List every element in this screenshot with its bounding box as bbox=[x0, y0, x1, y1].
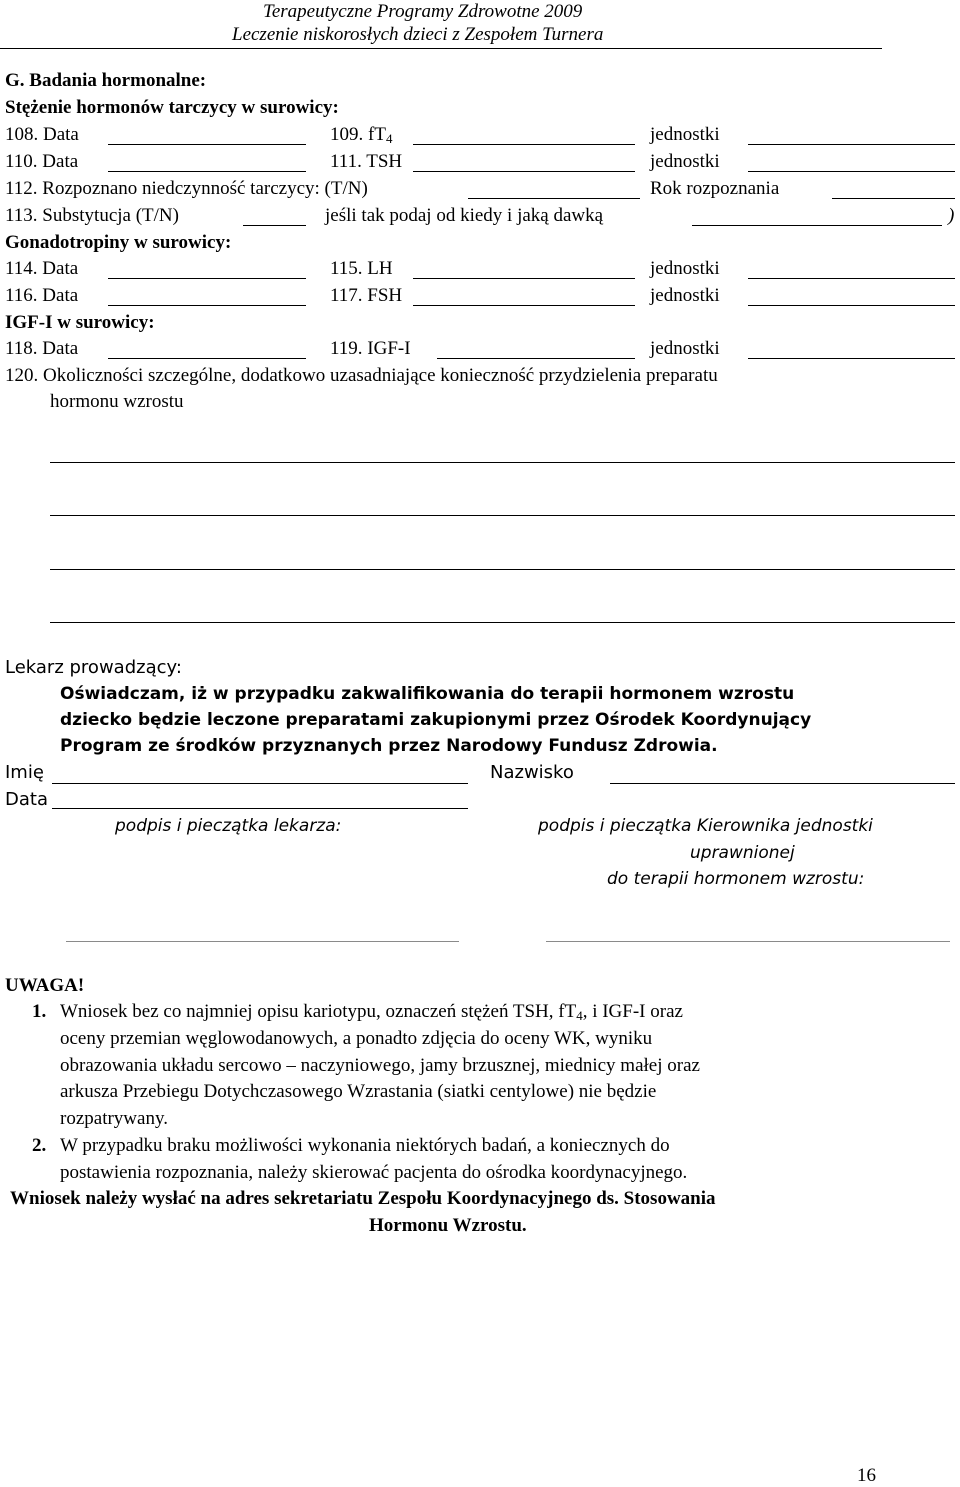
date-label: Data bbox=[5, 789, 48, 810]
field-117-unit-input[interactable] bbox=[748, 305, 955, 306]
field-116-input[interactable] bbox=[108, 305, 306, 306]
gonadotropin-title: Gonadotropiny w surowicy: bbox=[5, 232, 232, 253]
field-109-label: 109. $fT_4$ bbox=[330, 124, 393, 146]
field-109-unit-input[interactable] bbox=[748, 144, 955, 145]
field-115-input[interactable] bbox=[413, 278, 635, 279]
note-1-number: 1. bbox=[32, 1001, 47, 1022]
doctor-signature-label: podpis i pieczątka lekarza: bbox=[115, 816, 342, 836]
field-117-input[interactable] bbox=[413, 305, 635, 306]
notes-title: UWAGA! bbox=[5, 975, 85, 996]
field-119-label: 119. IGF-I bbox=[330, 338, 411, 359]
note-2-line-2: postawienia rozpoznania, należy skierować pacjenta do ośrodka koordynacyjnego. bbox=[60, 1162, 688, 1183]
field-112-year-label: Rok rozpoznania bbox=[650, 178, 780, 199]
doctor-title: Lekarz prowadzący: bbox=[5, 657, 182, 678]
first-name-label: Imię bbox=[5, 762, 44, 783]
last-name-input[interactable] bbox=[610, 783, 955, 784]
field-110-label: 110. Data bbox=[5, 151, 79, 172]
field-112-input[interactable] bbox=[468, 198, 640, 199]
field-120-label-2: hormonu wzrostu bbox=[50, 391, 184, 412]
field-117-unit-label: jednostki bbox=[650, 285, 720, 306]
field-113-input[interactable] bbox=[243, 225, 306, 226]
declaration-line-3: Program ze środków przyznanych przez Narodowy Fundusz Zdrowia. bbox=[60, 736, 718, 756]
field-113-close-paren: ) bbox=[948, 205, 955, 226]
field-108-label: 108. Data bbox=[5, 124, 79, 145]
page-number: 16 bbox=[857, 1465, 876, 1486]
field-120-line-3[interactable] bbox=[50, 569, 955, 570]
final-instruction-line-2: Hormonu Wzrostu. bbox=[369, 1215, 527, 1236]
note-1-line-5: rozpatrywany. bbox=[60, 1108, 168, 1129]
note-1-line-1: Wniosek bez co najmniej opisu kariotypu, oznaczeń stężeń TSH, $fT_4$, i IGF-I oraz bbox=[60, 1001, 683, 1023]
field-109-unit-label: jednostki bbox=[650, 124, 720, 145]
field-115-unit-input[interactable] bbox=[748, 278, 955, 279]
head-signature-label-3: do terapii hormonem wzrostu: bbox=[607, 869, 865, 889]
field-120-line-2[interactable] bbox=[50, 515, 955, 516]
field-111-input[interactable] bbox=[413, 171, 635, 172]
field-112-year-input[interactable] bbox=[832, 198, 955, 199]
field-119-input[interactable] bbox=[437, 358, 635, 359]
field-118-input[interactable] bbox=[108, 358, 306, 359]
field-117-label: 117. FSH bbox=[330, 285, 403, 306]
note-1-line-3: obrazowania układu sercowo – naczyniowego, jamy brzusznej, miednicy małej oraz bbox=[60, 1055, 700, 1076]
note-2-line-1: W przypadku braku możliwości wykonania niektórych badań, a koniecznych do bbox=[60, 1135, 670, 1156]
field-113-dose-input[interactable] bbox=[692, 225, 942, 226]
field-108-input[interactable] bbox=[108, 144, 306, 145]
head-signature-line[interactable] bbox=[546, 941, 950, 942]
field-113-dose-label: jeśli tak podaj od kiedy i jaką dawką bbox=[325, 205, 604, 226]
thyroid-title: Stężenie hormonów tarczycy w surowicy: bbox=[5, 97, 339, 118]
field-119-unit-input[interactable] bbox=[748, 358, 955, 359]
header-rule bbox=[0, 48, 882, 49]
field-110-input[interactable] bbox=[108, 171, 306, 172]
field-115-unit-label: jednostki bbox=[650, 258, 720, 279]
head-signature-label-2: uprawnionej bbox=[690, 843, 795, 863]
first-name-input[interactable] bbox=[52, 783, 468, 784]
header-line-1: Terapeutyczne Programy Zdrowotne 2009 bbox=[263, 1, 583, 22]
field-113-label: 113. Substytucja (T/N) bbox=[5, 205, 179, 226]
field-119-unit-label: jednostki bbox=[650, 338, 720, 359]
declaration-line-1: Oświadczam, iż w przypadku zakwalifikowania do terapii hormonem wzrostu bbox=[60, 684, 795, 704]
header-line-2: Leczenie niskorosłych dzieci z Zespołem Turnera bbox=[232, 24, 604, 45]
note-2-number: 2. bbox=[32, 1135, 47, 1156]
field-118-label: 118. Data bbox=[5, 338, 79, 359]
field-114-label: 114. Data bbox=[5, 258, 79, 279]
section-g-title: G. Badania hormonalne: bbox=[5, 70, 207, 91]
note-1-line-2: oceny przemian węglowodanowych, a ponadto zdjęcia do oceny WK, wyniku bbox=[60, 1028, 653, 1049]
last-name-label: Nazwisko bbox=[490, 762, 574, 783]
field-120-line-4[interactable] bbox=[50, 622, 955, 623]
field-114-input[interactable] bbox=[108, 278, 306, 279]
field-109-input[interactable] bbox=[413, 144, 635, 145]
igf-title: IGF-I w surowicy: bbox=[5, 312, 155, 333]
field-112-label: 112. Rozpoznano niedczynność tarczycy: (T/N) bbox=[5, 178, 368, 199]
field-111-unit-label: jednostki bbox=[650, 151, 720, 172]
note-1-line-4: arkusza Przebiegu Dotychczasowego Wzrastania (siatki centylowe) nie będzie bbox=[60, 1081, 657, 1102]
date-input[interactable] bbox=[52, 808, 468, 809]
field-120-label-1: 120. Okoliczności szczególne, dodatkowo uzasadniające konieczność przydzielenia preparatu bbox=[5, 365, 718, 386]
declaration-line-2: dziecko będzie leczone preparatami zakupionymi przez Ośrodek Koordynujący bbox=[60, 710, 812, 730]
head-signature-label-1: podpis i pieczątka Kierownika jednostki bbox=[538, 816, 873, 836]
final-instruction-line-1: Wniosek należy wysłać na adres sekretariatu Zespołu Koordynacyjnego ds. Stosowania bbox=[10, 1188, 716, 1209]
field-120-line-1[interactable] bbox=[50, 462, 955, 463]
field-111-label: 111. TSH bbox=[330, 151, 403, 172]
field-116-label: 116. Data bbox=[5, 285, 79, 306]
field-115-label: 115. LH bbox=[330, 258, 393, 279]
doctor-signature-line[interactable] bbox=[66, 941, 459, 942]
field-111-unit-input[interactable] bbox=[748, 171, 955, 172]
